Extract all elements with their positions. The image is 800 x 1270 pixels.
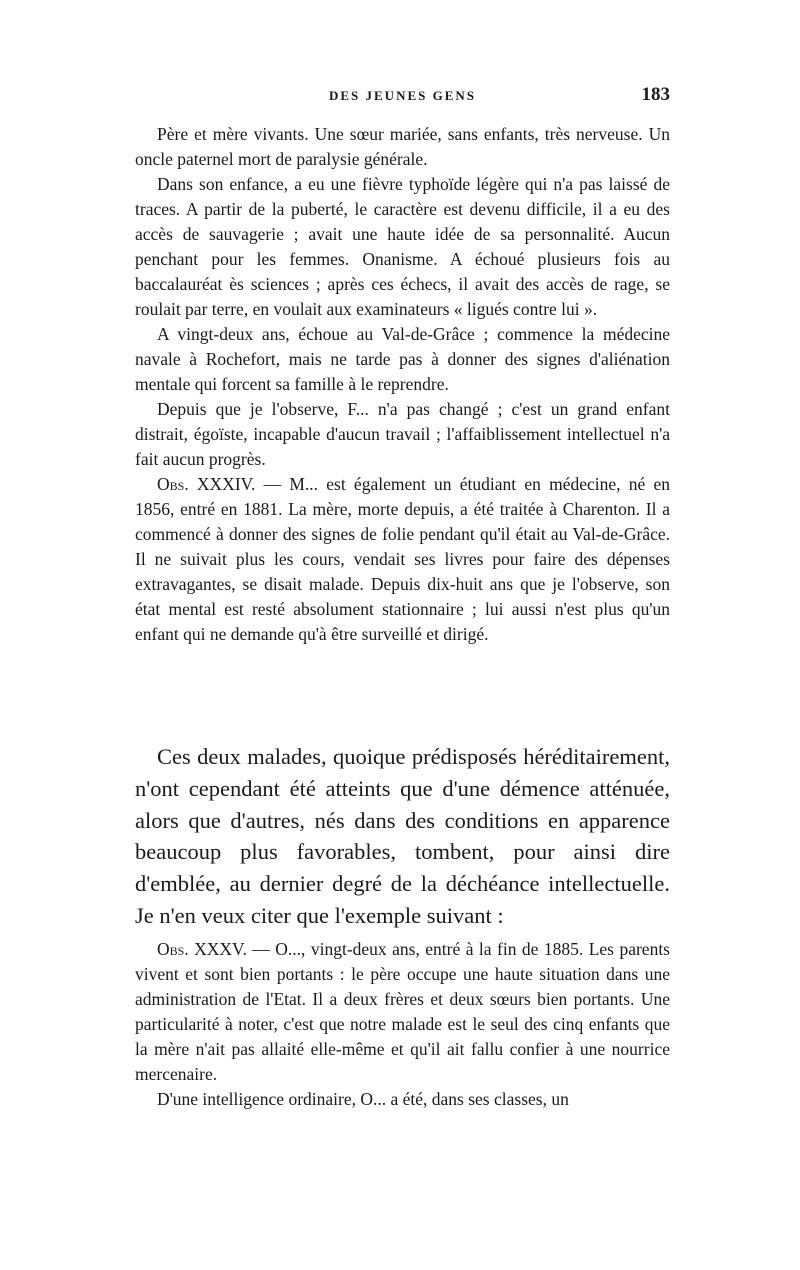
page-header: [135, 84, 670, 108]
paragraph: Obs. XXXIV. — M... est également un étudiant en médecine, né en 1856, entré en 1881. La mère, morte depuis, a été traitée à Charenton. Il a commencé à donner des signes de folie pendant qu'il était au Val-de-Grâce. Il ne suivait plus les cours, vendait ses livres pour faire des dépenses extravagantes, se disait malade. Depuis dix-huit ans que je l'observe, son état mental est resté absolument stationnaire ; lui aussi n'est plus qu'un enfant qui ne demande qu'à être surveillé et dirigé.: [135, 474, 670, 644]
paragraph: Obs. XXXV. — O..., vingt-deux ans, entré à la fin de 1885. Les parents vivent et sont bien portants : le père occupe une haute situation dans une administration de l'Etat. Il a deux frères et deux sœurs bien portants. Une particularité à noter, c'est que notre malade est le seul des cinq enfants que la mère n'ait pas allaité elle-même et qu'il ait fallu confier à une nourrice mercenaire.: [135, 939, 670, 1084]
running-title: DES JEUNES GENS: [328, 88, 477, 103]
observation-label: Obs. XXXIV.: [157, 474, 256, 494]
page-number: 183: [641, 84, 670, 105]
observation-text-block: [135, 122, 670, 647]
observation-text-block-2: [135, 937, 670, 1112]
paragraph: Dans son enfance, a eu une fièvre typhoïde légère qui n'a pas laissé de traces. A partir de la puberté, le caractère est devenu difficile, il a eu des accès de sauvagerie ; avait une haute idée de sa personnalité. Aucun penchant pour les femmes. Onanisme. A échoué plusieurs fois au baccalauréat ès sciences ; après ces échecs, il avait des accès de rage, se roulait par terre, en voulait aux examinateurs « ligués contre lui ».: [135, 174, 670, 319]
observation-label: Obs. XXXV.: [157, 939, 247, 959]
paragraph: Père et mère vivants. Une sœur mariée, sans enfants, très nerveuse. Un oncle paternel mort de paralysie générale.: [135, 124, 670, 169]
paragraph: Ces deux malades, quoique prédisposés héréditairement, n'ont cependant été atteints que d'une démence atténuée, alors que d'autres, nés dans des conditions en apparence beaucoup plus favorables, tombent, pour ainsi dire d'emblée, au dernier degré de la déchéance intellectuelle. Je n'en veux citer que l'exemple suivant :: [135, 744, 670, 928]
paragraph: A vingt-deux ans, échoue au Val-de-Grâce ; commence la médecine navale à Rochefort, mais ne tarde pas à donner des signes d'aliénation mentale qui forcent sa famille à le reprendre.: [135, 324, 670, 394]
commentary-block: [135, 741, 670, 932]
paragraph: Depuis que je l'observe, F... n'a pas changé ; c'est un grand enfant distrait, égoïste, incapable d'aucun travail ; l'affaiblissement intellectuel n'a fait aucun progrès.: [135, 399, 670, 469]
paragraph: D'une intelligence ordinaire, O... a été, dans ses classes, un: [157, 1089, 569, 1109]
